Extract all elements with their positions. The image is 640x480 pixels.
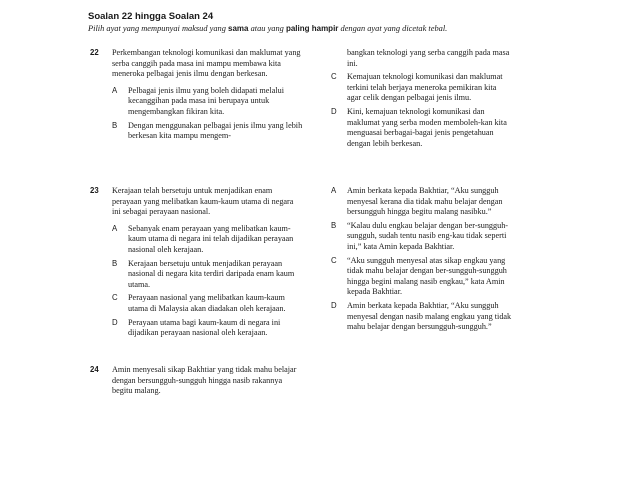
question-stem: Perkembangan teknologi komunikasi dan maklumat yang serba canggih pada masa ini mampu membawa kita meneroka pelbagai jenis ilmu dengan berkesan. [112,48,301,79]
option-a[interactable] [331,186,512,218]
question-number: 23 [90,186,99,195]
option-text: Amin berkata kepada Bakhtiar, “Aku sungguh menyesal kerana dia tidak mahu belajar dengan bersungguh hingga begitu malang nasibku.” [347,186,503,217]
option-text: “Kalau dulu engkau belajar dengan ber-sungguh-sungguh, sudah tentu nasib eng-kau tidak seperti ini,” kata Amin kepada Bakhtiar. [347,220,509,251]
option-text: Sebanyak enam perayaan yang melibatkan kaum-kaum utama di negara ini telah dijadikan perayaan nasional oleh kerajaan. [128,223,294,254]
option-b[interactable] [331,221,512,253]
option-text: Dengan menggunakan pelbagai jenis ilmu yang lebih berkesan kita mampu mengem- [128,120,303,141]
option-text: “Aku sungguh menyesal atas sikap engkau yang tidak mahu belajar dengan ber-sungguh-sungguh hingga begini malang nasib engkau,” kata Amin kepada Bakhtiar. [347,255,507,297]
option-b[interactable] [112,121,303,142]
option-c[interactable] [331,72,512,104]
option-letter: B [112,120,118,130]
instruction-text: Pilih ayat yang mempunyai maksud yang sama atau yang paling hampir dengan ayat yang dicetak tebal. [88,24,448,33]
option-a[interactable] [112,224,303,256]
option-text: Amin berkata kepada Bakhtiar, “Aku sungguh menyesal dengan nasib malang engkau yang tidak mahu belajar dengan bersungguh-sungguh.” [347,300,512,332]
option-letter: D [331,106,337,116]
question-24 [90,365,303,403]
option-text: Pelbagai jenis ilmu yang boleh didapati melalui kecanggihan pada masa ini berupaya untuk mengembangkan fikiran kita. [128,85,284,116]
option-letter: A [112,223,118,233]
question-22 [90,48,303,145]
option-text: Perayaan nasional yang melibatkan kaum-kaum utama di Malaysia akan diadakan oleh kerajaan. [128,293,286,313]
section-header [88,11,588,34]
section-title: Soalan 22 hingga Soalan 24 [88,11,214,22]
option-letter: C [331,72,337,82]
option-c[interactable] [112,293,303,314]
option-letter: B [112,258,118,268]
option-b-continued [331,48,512,69]
option-text: Kemajuan teknologi komunikasi dan maklumat terkini telah berjaya meneroka pemikiran kita agar celik dengan pelbagai jenis ilmu. [347,72,503,103]
question-22-continued [331,48,512,152]
option-letter: D [331,300,337,310]
question-23 [90,186,303,342]
option-b[interactable] [112,259,303,291]
option-d[interactable] [331,107,512,149]
option-d[interactable] [112,318,303,339]
option-letter: A [112,85,118,95]
question-number: 22 [90,48,99,57]
option-text: bangkan teknologi yang serba canggih pada masa ini. [347,48,510,68]
question-stem: Kerajaan telah bersetuju untuk menjadikan enam perayaan yang melibatkan kaum-kaum utama di negara ini sebagai perayaan nasional. [112,186,294,217]
option-letter: C [331,255,337,265]
question-24-options [331,186,512,336]
option-text: Kini, kemajuan teknologi komunikasi dan maklumat yang serba moden memboleh-kan kita menguasai berbagai-bagai jenis pengetahuan dengan lebih berkesan. [347,106,507,148]
option-d[interactable] [331,301,512,333]
option-letter: B [331,220,337,230]
option-letter: C [112,293,118,303]
option-c[interactable] [331,256,512,298]
option-a[interactable] [112,86,303,118]
question-stem: Amin menyesali sikap Bakhtiar yang tidak mahu belajar dengan bersungguh-sungguh hingga nasib rakannya begitu malang. [112,365,297,396]
option-letter: D [112,317,118,327]
option-text: Perayaan utama bagi kaum-kaum di negara ini dijadikan perayaan nasional oleh kerajaan. [128,317,281,338]
option-letter: A [331,186,337,195]
question-number: 24 [90,365,99,374]
option-text: Kerajaan bersetuju untuk menjadikan perayaan nasional di negara kita terdiri daripada enam kaum utama. [128,258,295,289]
